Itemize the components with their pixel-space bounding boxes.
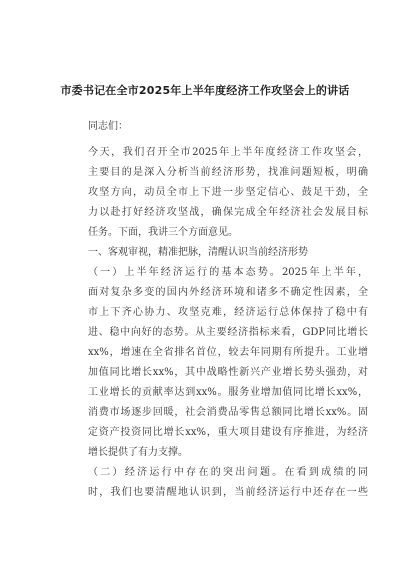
subsection-1-line-3: 市上下齐心协力、攻坚克难，经济运行总体保持了稳中有: [88, 307, 368, 318]
subsection-1-line-1: （一）上半年经济运行的基本态势。2025年上半年，: [88, 267, 368, 278]
intro-line-3: 攻坚方向，动员全市上下进一步坚定信心、鼓足干劲，全: [88, 187, 368, 198]
subsection-2-line-1: （二）经济运行中存在的突出问题。在看到成绩的同: [88, 467, 368, 478]
subsection-1-line-2: 面对复杂多变的国内外经济环境和诸多不确定性因素，全: [88, 287, 368, 298]
subsection-2-line-2: 时，我们也要清醒地认识到，当前经济运行中还存在一些: [88, 487, 368, 498]
page-title: 市委书记在全市2025年上半年度经济工作攻坚会上的讲话: [60, 84, 350, 97]
greeting-line: 同志们：: [88, 121, 128, 132]
subsection-1-line-10: 增长提供了有力支撑。: [88, 447, 188, 458]
subsection-1-line-7: 工业增长的贡献率达到xx%。服务业增加值同比增长xx%，: [88, 387, 368, 398]
section-heading: 一、客观审视，精准把脉，清醒认识当前经济形势: [88, 247, 308, 258]
document-body: [88, 117, 368, 503]
subsection-1-line-9: 定资产投资同比增长xx%，重大项目建设有序推进，为经济: [88, 427, 368, 438]
intro-line-4: 力以赴打好经济攻坚战，确保完成全年经济社会发展目标: [88, 207, 368, 218]
subsection-1-line-4: 进、稳中向好的态势。从主要经济指标来看，GDP同比增长: [88, 327, 368, 338]
intro-line-2: 主要目的是深入分析当前经济形势，找准问题短板，明确: [88, 167, 368, 178]
subsection-1-line-6: 加值同比增长xx%，其中战略性新兴产业增长势头强劲，对: [88, 367, 368, 378]
intro-line-1: 今天，我们召开全市2025年上半年度经济工作攻坚会，: [88, 147, 368, 158]
subsection-1-line-5: xx%，增速在全省排名首位，较去年同期有所提升。工业增: [88, 347, 368, 358]
subsection-1-line-8: 消费市场逐步回暖，社会消费品零售总额同比增长xx%。固: [88, 407, 368, 418]
intro-line-5: 任务。下面，我讲三个方面意见。: [88, 227, 238, 238]
